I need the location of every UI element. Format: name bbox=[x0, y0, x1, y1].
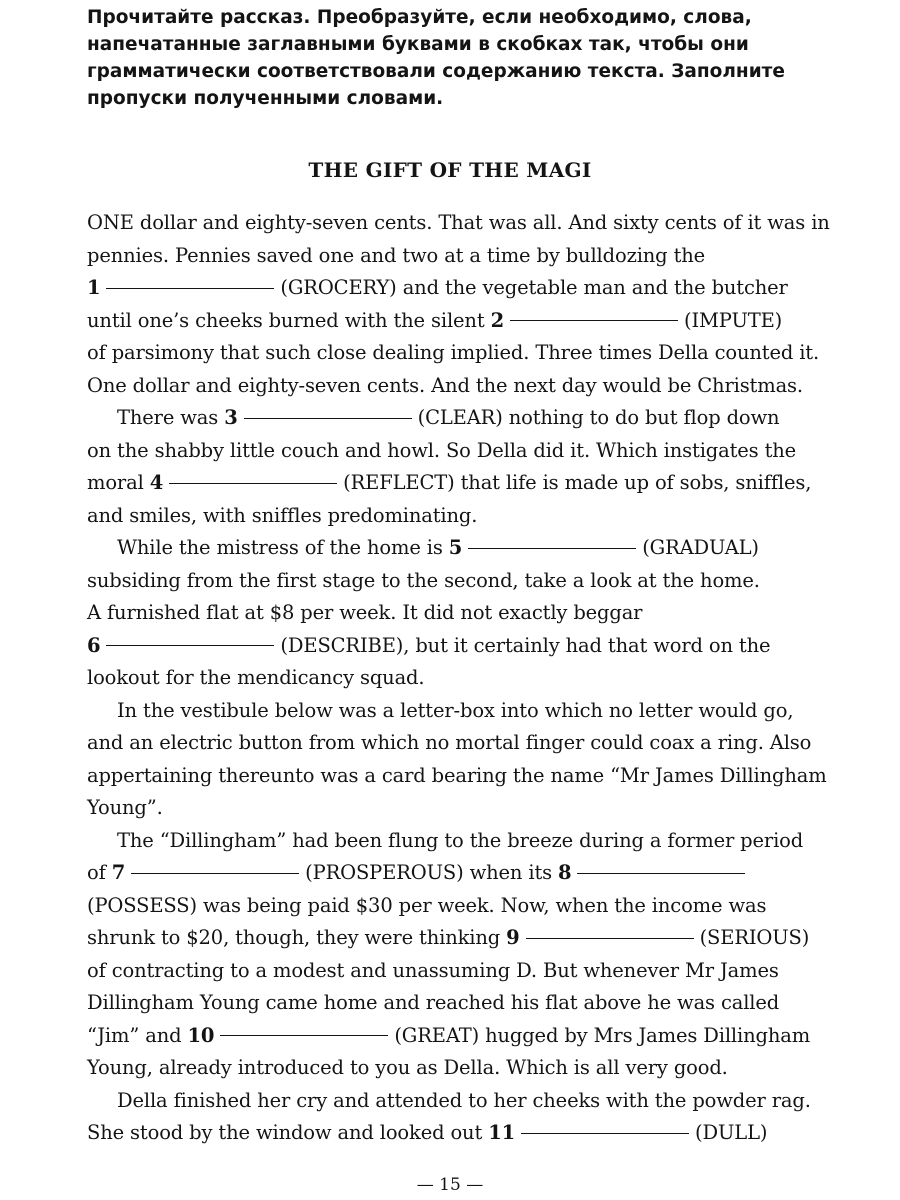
text-segment: Young”. bbox=[87, 796, 163, 819]
text-line bbox=[87, 1085, 811, 1118]
text-segment: until one’s cheeks burned with the silent bbox=[87, 308, 491, 332]
text-segment: One dollar and eighty-seven cents. And the next day would be Christmas. bbox=[87, 373, 803, 397]
text-line bbox=[87, 727, 812, 760]
text-segment: The “Dillingham” had been flung to the breeze during a former period bbox=[117, 828, 804, 852]
text-segment: on the shabby little couch and howl. So Della did it. Which instigates the bbox=[87, 438, 797, 462]
text-segment: and smiles, with sniffles predominating. bbox=[87, 503, 478, 527]
text-line bbox=[87, 565, 807, 598]
gap-number: 10 bbox=[187, 1023, 215, 1047]
text-segment: (PROSPEROUS) when its bbox=[305, 861, 559, 884]
text-segment: appertaining thereunto was a card bearing the name “Mr James Dillingham bbox=[87, 763, 827, 787]
text-line bbox=[87, 337, 820, 370]
story-title: THE GIFT OF THE MAGI bbox=[308, 158, 592, 182]
answer-blank[interactable] bbox=[526, 937, 694, 939]
text-segment: of bbox=[87, 861, 112, 884]
text-segment: (DESCRIBE), but it certainly had that word on the bbox=[280, 633, 771, 657]
text-segment: (GRADUAL) bbox=[642, 536, 759, 559]
text-segment: Young, already introduced to you as Della. Which is all very good. bbox=[87, 1056, 728, 1079]
text-segment: subsiding from the first stage to the second, take a look at the home. bbox=[87, 568, 760, 592]
text-line bbox=[87, 370, 807, 403]
answer-blank[interactable] bbox=[131, 872, 299, 874]
text-segment: In the vestibule below was a letter-box into which no letter would go, bbox=[117, 698, 794, 722]
text-segment: (DULL) bbox=[695, 1121, 768, 1144]
gap-number: 3 bbox=[224, 406, 238, 429]
answer-blank[interactable] bbox=[510, 319, 678, 321]
answer-blank[interactable] bbox=[106, 644, 274, 646]
text-line bbox=[87, 792, 807, 825]
text-line bbox=[87, 1020, 811, 1053]
text-line bbox=[87, 305, 807, 338]
text-segment: of parsimony that such close dealing implied. Three times Della counted it. bbox=[87, 341, 820, 364]
text-line bbox=[87, 532, 807, 565]
text-line bbox=[87, 890, 807, 923]
text-line bbox=[87, 662, 807, 695]
text-segment: (CLEAR) nothing to do but flop down bbox=[417, 406, 780, 429]
text-line bbox=[87, 825, 807, 858]
text-segment: moral bbox=[87, 471, 150, 494]
gap-number: 4 bbox=[149, 471, 164, 494]
text-line bbox=[87, 955, 807, 988]
text-line bbox=[87, 857, 807, 890]
text-line bbox=[87, 597, 807, 630]
answer-blank[interactable] bbox=[244, 417, 412, 419]
text-segment: and an electric button from which no mortal finger could coax a ring. Also bbox=[87, 731, 812, 754]
text-line bbox=[87, 1052, 807, 1085]
answer-blank[interactable] bbox=[468, 547, 636, 549]
text-segment: A furnished flat at $8 per week. It did not exactly beggar bbox=[87, 601, 643, 624]
text-segment: (GROCERY) and the vegetable man and the butcher bbox=[280, 276, 788, 299]
text-segment: shrunk to $20, though, they were thinking bbox=[87, 926, 507, 949]
text-line bbox=[87, 695, 807, 728]
text-line bbox=[87, 435, 807, 468]
text-segment: pennies. Pennies saved one and two at a time by bulldozing the bbox=[87, 243, 706, 267]
gap-number: 7 bbox=[111, 861, 126, 884]
answer-blank[interactable] bbox=[169, 482, 337, 484]
text-line bbox=[87, 207, 830, 240]
text-segment: (POSSESS) was being paid $30 per week. Now, when the income was bbox=[87, 893, 767, 917]
gap-number: 2 bbox=[490, 308, 504, 332]
text-segment: There was bbox=[117, 406, 225, 429]
page-number: — 15 — bbox=[416, 1175, 484, 1195]
text-line bbox=[87, 760, 827, 793]
text-segment: of contracting to a modest and unassuming D. But whenever Mr James bbox=[87, 958, 779, 982]
exercise-instruction: Прочитайте рассказ. Преобразуйте, если необходимо, слова, напечатанные заглавными буквами в скобках так, чтобы они грамматически соответствовали содержанию текста. Заполните пропуски полученными словами. bbox=[87, 7, 785, 109]
text-segment: lookout for the mendicancy squad. bbox=[87, 666, 425, 689]
text-line bbox=[87, 922, 810, 955]
text-line bbox=[87, 987, 807, 1020]
gap-number: 6 bbox=[87, 633, 101, 657]
text-line bbox=[87, 402, 807, 435]
text-segment: (REFLECT) that life is made up of sobs, sniffles, bbox=[343, 471, 812, 494]
text-segment: She stood by the window and looked out bbox=[87, 1121, 489, 1144]
gap-number: 1 bbox=[87, 276, 101, 299]
text-segment: While the mistress of the home is bbox=[117, 536, 449, 559]
text-line bbox=[87, 1117, 807, 1150]
gap-number: 5 bbox=[448, 536, 463, 559]
gap-number: 11 bbox=[488, 1121, 516, 1144]
text-segment: (IMPUTE) bbox=[683, 308, 783, 332]
answer-blank[interactable] bbox=[106, 287, 274, 289]
story-text bbox=[87, 207, 830, 1150]
text-segment: Dillingham Young came home and reached his flat above he was called bbox=[87, 991, 780, 1014]
text-line bbox=[87, 240, 807, 273]
text-segment: (GREAT) hugged by Mrs James Dillingham bbox=[394, 1023, 811, 1047]
text-line bbox=[87, 630, 807, 663]
answer-blank[interactable] bbox=[521, 1132, 689, 1134]
text-segment: ONE dollar and eighty-seven cents. That was all. And sixty cents of it was in bbox=[87, 211, 830, 234]
text-line bbox=[87, 272, 807, 305]
answer-blank[interactable] bbox=[577, 872, 745, 874]
text-segment: (SERIOUS) bbox=[699, 926, 810, 949]
text-segment: Della finished her cry and attended to her cheeks with the powder rag. bbox=[117, 1088, 811, 1112]
gap-number: 9 bbox=[506, 926, 520, 949]
text-line bbox=[87, 467, 812, 500]
text-line bbox=[87, 500, 807, 533]
gap-number: 8 bbox=[558, 861, 572, 884]
answer-blank[interactable] bbox=[220, 1034, 388, 1036]
text-segment: “Jim” and bbox=[87, 1023, 188, 1047]
